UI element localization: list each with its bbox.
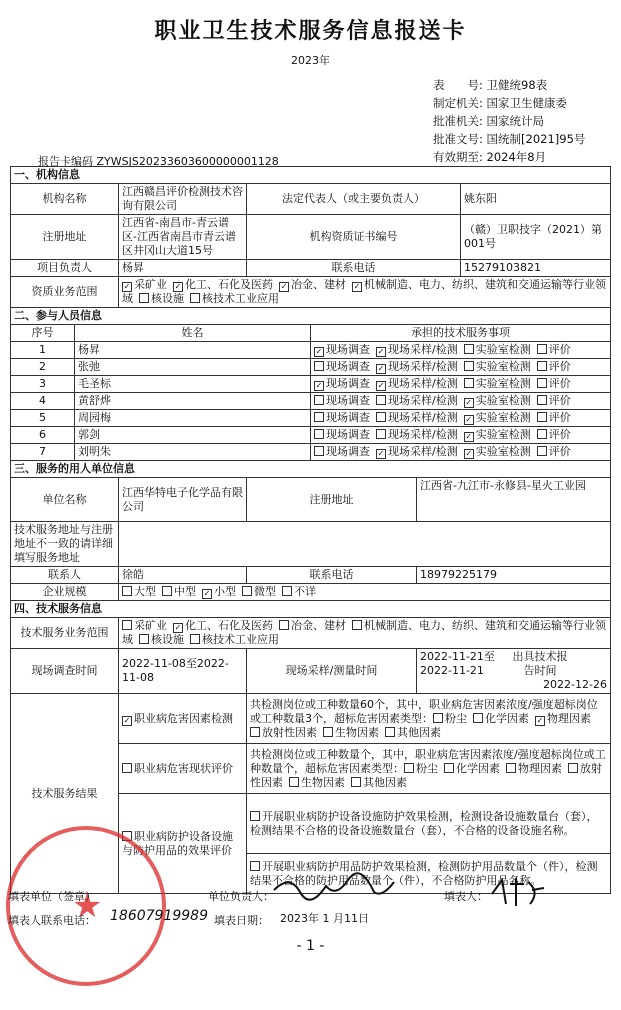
checkbox-option-label: 采矿业: [134, 278, 167, 291]
checkbox-option-label: 现场调查: [326, 428, 370, 441]
checkbox-option[interactable]: [122, 619, 167, 632]
person-row: [11, 393, 611, 410]
checkbox[interactable]: ✓: [174, 623, 182, 632]
person-tasks: [311, 342, 611, 359]
qual-scope-options: [119, 277, 611, 308]
checkbox[interactable]: ✓: [280, 282, 288, 291]
checkbox-option-label: 实验室检测: [475, 360, 531, 373]
checkbox-option-label: 化工、石化及医药: [185, 619, 273, 632]
checkbox[interactable]: [464, 344, 474, 354]
meta-line: 有效期至: 2024年8月: [433, 150, 547, 164]
checkbox-option-label: 化学因素: [456, 761, 500, 775]
checkbox-option-label: 评价: [548, 360, 571, 373]
checkbox-option[interactable]: [190, 292, 279, 305]
checkbox[interactable]: [314, 361, 324, 371]
result-1-checkbox[interactable]: ✓: [123, 715, 131, 725]
checkbox-option[interactable]: [162, 585, 196, 598]
checkbox-option[interactable]: [122, 278, 167, 291]
meta-line: 批准文号: 国统制[2021]95号: [433, 132, 586, 146]
checkbox-option[interactable]: [376, 394, 458, 407]
checkbox-option[interactable]: [535, 712, 591, 725]
checkbox-option-label: 现场采样/检测: [388, 360, 458, 373]
checkbox-option[interactable]: [464, 428, 531, 441]
result-text-content: 共检测岗位或工种数量60个，其中，职业病危害因素浓度/强度超标岗位或工种数量3个，超标危害因素类型：: [250, 697, 598, 725]
checkbox[interactable]: [314, 395, 324, 405]
checkbox-option[interactable]: [433, 712, 467, 725]
section-3-heading: 三、服务的用人单位信息: [11, 461, 611, 478]
result-3-text-checkbox[interactable]: [250, 811, 260, 821]
checkbox-option-label: 现场采样/检测: [388, 445, 458, 458]
checkbox-option[interactable]: [537, 411, 571, 424]
checkbox-option-label: 粉尘: [445, 711, 467, 725]
checkbox[interactable]: [473, 713, 483, 723]
checkbox[interactable]: ✓: [315, 347, 323, 356]
checkbox-option-label: 核设施: [151, 633, 184, 646]
result-2-label: 职业病危害现状评价: [134, 761, 233, 775]
checkbox[interactable]: ✓: [377, 381, 385, 390]
checkbox-option[interactable]: [464, 343, 531, 356]
checkbox-option-label: 现场调查: [326, 445, 370, 458]
checkbox-option-label: 化工、石化及医药: [185, 278, 273, 291]
person-no: 7: [11, 444, 75, 461]
checkbox-option-label: 实验室检测: [475, 343, 531, 356]
person-name: 杨昇: [75, 342, 311, 359]
checkbox-option-label: 评价: [548, 394, 571, 407]
checkbox[interactable]: [444, 763, 454, 773]
checkbox-option-label: 机械制造、电力、纺织、建筑和交通运输等行业领域: [122, 278, 606, 305]
person-tasks: [311, 444, 611, 461]
result-3-text-content: 开展职业病防护设备设施防护效果检测，检测设备设施数量台（套），检测结果不合格的设备设施数量台（套），不合格的设备设施名称。: [250, 809, 598, 837]
legal-rep-value: 姚东阳: [461, 184, 611, 215]
page-number: - 1 -: [296, 938, 325, 954]
checkbox[interactable]: [314, 429, 324, 439]
checkbox-option-label: 评价: [548, 445, 571, 458]
checkbox-option[interactable]: [537, 360, 571, 373]
checkbox-option[interactable]: [506, 762, 562, 775]
checkbox-option[interactable]: [537, 445, 571, 458]
checkbox-option[interactable]: [376, 428, 458, 441]
section-2-heading: 二、参与人员信息: [11, 308, 611, 325]
person-no: 5: [11, 410, 75, 427]
checkbox[interactable]: ✓: [174, 282, 182, 291]
checkbox-option[interactable]: [314, 360, 370, 373]
checkbox[interactable]: [537, 429, 547, 439]
results-label: 技术服务结果: [11, 694, 119, 894]
checkbox-option-label: 采矿业: [134, 619, 167, 632]
person-row: [11, 359, 611, 376]
checkbox-option-label: 实验室检测: [475, 394, 531, 407]
checkbox-option-label: 现场调查: [326, 394, 370, 407]
checkbox[interactable]: [279, 620, 289, 630]
checkbox-option[interactable]: [279, 619, 346, 632]
checkbox-option-label: 中型: [174, 585, 196, 598]
checkbox[interactable]: ✓: [353, 282, 361, 291]
checkbox[interactable]: [139, 293, 149, 303]
checkbox-option-label: 实验室检测: [475, 445, 531, 458]
checkbox[interactable]: [122, 586, 132, 596]
checkbox[interactable]: [376, 412, 386, 422]
checkbox-option[interactable]: [242, 585, 276, 598]
checkbox-option[interactable]: [314, 411, 370, 424]
checkbox-option-label: 现场采样/检测: [388, 394, 458, 407]
checkbox-option[interactable]: [537, 394, 571, 407]
checkbox-option[interactable]: [323, 726, 379, 739]
person-name: 毛圣标: [75, 376, 311, 393]
checkbox-option[interactable]: [464, 360, 531, 373]
checkbox[interactable]: [376, 429, 386, 439]
result-text-content: 共检测岗位或工种数量个，其中，职业病危害因素浓度/强度超标岗位或工种数量个，超标危害因素类型：: [250, 747, 606, 775]
checkbox[interactable]: [537, 446, 547, 456]
checkbox-option-label: 物理因素: [547, 711, 591, 725]
checkbox-option[interactable]: [173, 619, 273, 632]
checkbox-option-label: 机械制造、电力、纺织、建筑和交通运输等行业领域: [122, 619, 606, 646]
org-name-value: 江西赣昌评价检测技术咨询有限公司: [119, 184, 247, 215]
checkbox-option-label: 生物因素: [301, 775, 345, 789]
checkbox[interactable]: [537, 395, 547, 405]
red-seal-stamp: [6, 826, 166, 986]
org-addr-label: 注册地址: [11, 215, 119, 260]
meta-line: 制定机关: 国家卫生健康委: [433, 96, 568, 110]
checkbox-option-label: 其他因素: [397, 725, 441, 739]
checkbox[interactable]: [464, 378, 474, 388]
checkbox-option[interactable]: [314, 343, 370, 356]
service-addr-label: 技术服务地址与注册地址不一致的请详细填写服务地址: [11, 522, 119, 567]
checkbox[interactable]: ✓: [465, 432, 473, 441]
checkbox-option-label: 不详: [294, 585, 316, 598]
checkbox-option[interactable]: [314, 377, 370, 390]
person-name: 周园梅: [75, 410, 311, 427]
checkbox[interactable]: ✓: [465, 398, 473, 407]
checkbox-option-label: 大型: [134, 585, 156, 598]
checkbox-option-label: 其他因素: [363, 775, 407, 789]
checkbox-option[interactable]: [282, 585, 316, 598]
checkbox[interactable]: [537, 412, 547, 422]
org-addr-value: 江西省-南昌市-青云谱区-江西省南昌市青云谱区井冈山大道15号: [119, 215, 247, 260]
result-1-label-cell: [119, 694, 247, 744]
checkbox-option-label: 放射性因素: [262, 725, 317, 739]
checkbox[interactable]: [537, 361, 547, 371]
checkbox[interactable]: [376, 395, 386, 405]
person-row: [11, 376, 611, 393]
person-name: 郭剑: [75, 427, 311, 444]
checkbox-option[interactable]: [464, 394, 531, 407]
form-title: 职业卫生技术服务信息报送卡: [154, 18, 467, 44]
checkbox-option-label: 物理因素: [518, 761, 562, 775]
checkbox-option-label: 冶金、建材: [291, 619, 346, 632]
checkbox-option[interactable]: [385, 726, 441, 739]
checkbox-option-label: 评价: [548, 411, 571, 424]
checkbox[interactable]: ✓: [465, 449, 473, 458]
legal-rep-label: 法定代表人（或主要负责人）: [247, 184, 461, 215]
unit-addr-label: 注册地址: [247, 478, 417, 522]
checkbox-option[interactable]: [139, 292, 184, 305]
result-2-label-cell: [119, 744, 247, 794]
checkbox-option-label: 放射性因素: [250, 761, 602, 789]
checkbox-option-label: 现场采样/检测: [388, 428, 458, 441]
checkbox-option[interactable]: [464, 445, 531, 458]
person-no: 2: [11, 359, 75, 376]
checkbox[interactable]: ✓: [536, 715, 544, 725]
checkbox-option-label: 小型: [214, 585, 236, 598]
checkbox-option[interactable]: [376, 343, 458, 356]
checkbox-option[interactable]: [537, 343, 571, 356]
checkbox-option[interactable]: [464, 411, 531, 424]
section-1-heading: 一、机构信息: [11, 167, 611, 184]
unit-addr-value: 江西省-九江市-永修县-星火工业园: [417, 478, 611, 522]
survey-time-value: 2022-11-08至2022-11-08: [119, 649, 247, 694]
person-no: 4: [11, 393, 75, 410]
checkbox-option-label: 核设施: [151, 292, 184, 305]
survey-time-label: 现场调查时间: [11, 649, 119, 694]
checkbox[interactable]: [385, 727, 395, 737]
meta-line: 表 号: 卫健统98表: [433, 78, 548, 92]
person-name: 黄舒烨: [75, 393, 311, 410]
fill-date-label: 填表日期：: [214, 914, 269, 927]
person-no: 3: [11, 376, 75, 393]
unit-head-label: 单位负责人：: [208, 890, 274, 903]
checkbox-option[interactable]: [473, 712, 529, 725]
checkbox-option-label: 实验室检测: [475, 377, 531, 390]
person-row: [11, 410, 611, 427]
checkbox[interactable]: [289, 777, 299, 787]
checkbox-option-label: 核技术工业应用: [202, 292, 279, 305]
filler-phone-label: 填表人联系电话：: [8, 914, 96, 927]
checkbox-option-label: 评价: [548, 428, 571, 441]
report-code: 报告卡编码 ZYWSJS20233603600000001128: [38, 155, 279, 168]
person-row: [11, 427, 611, 444]
checkbox-option-label: 现场采样/检测: [388, 377, 458, 390]
unit-head-signature: [270, 868, 400, 908]
checkbox-option[interactable]: [314, 428, 370, 441]
checkbox[interactable]: ✓: [123, 282, 131, 291]
checkbox[interactable]: ✓: [203, 589, 211, 598]
checkbox[interactable]: ✓: [315, 381, 323, 390]
qual-scope-label: 资质业务范围: [11, 277, 119, 308]
checkbox[interactable]: [537, 378, 547, 388]
checkbox[interactable]: [190, 293, 200, 303]
unit-name-label: 单位名称: [11, 478, 119, 522]
company-size-label: 企业规模: [11, 584, 119, 601]
col-task-header: 承担的技术服务事项: [311, 325, 611, 342]
result-3-label: 职业病防护设备设施与防护用品的效果评价: [122, 829, 233, 857]
checkbox-option[interactable]: [139, 633, 184, 646]
checkbox-option-label: 核技术工业应用: [202, 633, 279, 646]
checkbox-option[interactable]: [376, 411, 458, 424]
person-row: [11, 444, 611, 461]
checkbox-option[interactable]: [444, 762, 500, 775]
checkbox[interactable]: ✓: [377, 449, 385, 458]
person-tasks: [311, 427, 611, 444]
service-scope-options: [119, 618, 611, 649]
checkbox[interactable]: [506, 763, 516, 773]
checkbox[interactable]: [162, 586, 172, 596]
result-4-text-content: 开展职业病防护用品防护效果检测，检测防护用品数量个（件），检测结果不合格的防护用品数量个（件），不合格防护用品名称。: [250, 859, 598, 887]
col-name-header: 姓名: [75, 325, 311, 342]
filler-person-label: 填表人：: [444, 890, 488, 903]
checkbox-option[interactable]: [314, 394, 370, 407]
checkbox-option-label: 评价: [548, 343, 571, 356]
checkbox-option-label: 现场调查: [326, 411, 370, 424]
checkbox-option[interactable]: [376, 360, 458, 373]
checkbox[interactable]: [464, 361, 474, 371]
unit-phone-value: 18979225179: [417, 567, 611, 584]
result-4-text-checkbox[interactable]: [250, 861, 260, 871]
person-tasks: [311, 359, 611, 376]
service-addr-value: [119, 522, 611, 567]
checkbox-option-label: 现场调查: [326, 360, 370, 373]
person-tasks: [311, 393, 611, 410]
checkbox-option-label: 现场采样/检测: [388, 411, 458, 424]
checkbox-option[interactable]: [279, 278, 346, 291]
checkbox-option-label: 生物因素: [335, 725, 379, 739]
checkbox-option-label: 现场调查: [326, 343, 370, 356]
pm-value: 杨昇: [119, 260, 247, 277]
checkbox-option[interactable]: [122, 585, 156, 598]
stamp-star-icon: ★: [72, 886, 103, 926]
checkbox-option[interactable]: [314, 445, 370, 458]
checkbox-option[interactable]: [464, 377, 531, 390]
service-scope-label: 技术服务业务范围: [11, 618, 119, 649]
checkbox[interactable]: [323, 727, 333, 737]
person-row: [11, 342, 611, 359]
meta-line: 批准机关: 国家统计局: [433, 114, 545, 128]
person-tasks: [311, 410, 611, 427]
sample-report-cell: [417, 649, 611, 694]
checkbox-option[interactable]: [173, 278, 273, 291]
org-name-label: 机构名称: [11, 184, 119, 215]
unit-name-value: 江西华特电子化学品有限公司: [119, 478, 247, 522]
checkbox[interactable]: ✓: [377, 364, 385, 373]
checkbox-option[interactable]: [351, 776, 407, 789]
checkbox[interactable]: [352, 620, 362, 630]
checkbox-option-label: 微型: [254, 585, 276, 598]
person-tasks: [311, 376, 611, 393]
person-no: 6: [11, 427, 75, 444]
checkbox[interactable]: [250, 727, 260, 737]
checkbox[interactable]: [433, 713, 443, 723]
checkbox[interactable]: [314, 412, 324, 422]
checkbox[interactable]: [190, 634, 200, 644]
checkbox-option-label: 现场调查: [326, 377, 370, 390]
checkbox[interactable]: [139, 634, 149, 644]
contact-label: 联系人: [11, 567, 119, 584]
fill-date-value: 2023年 1 月11日: [280, 912, 369, 925]
checkbox-option-label: 实验室检测: [475, 428, 531, 441]
checkbox-option[interactable]: [202, 585, 236, 598]
checkbox-option[interactable]: [190, 633, 279, 646]
checkbox[interactable]: [122, 620, 132, 630]
checkbox-option[interactable]: [376, 377, 458, 390]
checkbox-option-label: 粉尘: [416, 761, 438, 775]
cert-value: （赣）卫职技字（2021）第001号: [461, 215, 611, 260]
checkbox[interactable]: [242, 586, 252, 596]
checkbox[interactable]: ✓: [377, 347, 385, 356]
checkbox-option[interactable]: [289, 776, 345, 789]
person-no: 1: [11, 342, 75, 359]
checkbox-option[interactable]: [376, 445, 458, 458]
checkbox[interactable]: [282, 586, 292, 596]
result-2-text: [247, 744, 611, 794]
checkbox[interactable]: [314, 446, 324, 456]
sample-time-value: 2022-11-21至2022-11-21: [420, 650, 495, 677]
checkbox[interactable]: ✓: [465, 415, 473, 424]
checkbox-option-label: 冶金、建材: [291, 278, 346, 291]
checkbox-option-label: 实验室检测: [475, 411, 531, 424]
checkbox-option[interactable]: [537, 428, 571, 441]
result-1-text: [247, 694, 611, 744]
result-1-label: 职业病危害因素检测: [134, 711, 233, 725]
form-year: 2023年: [291, 54, 330, 67]
checkbox[interactable]: [404, 763, 414, 773]
col-no-header: 序号: [11, 325, 75, 342]
checkbox-option[interactable]: [404, 762, 438, 775]
pm-label: 项目负责人: [11, 260, 119, 277]
checkbox[interactable]: [537, 344, 547, 354]
checkbox-option-label: 现场采样/检测: [388, 343, 458, 356]
org-phone-value: 15279103821: [461, 260, 611, 277]
checkbox[interactable]: [351, 777, 361, 787]
org-phone-label: 联系电话: [247, 260, 461, 277]
checkbox-option[interactable]: [250, 726, 317, 739]
filler-person-signature: [488, 874, 548, 910]
unit-phone-label: 联系电话: [247, 567, 417, 584]
sample-time-label: 现场采样/测量时间: [247, 649, 417, 694]
contact-value: 徐皓: [119, 567, 247, 584]
result-2-checkbox[interactable]: [122, 763, 132, 773]
person-name: 张弛: [75, 359, 311, 376]
filler-phone-value: 18607919989: [110, 908, 208, 924]
result-3-text: [247, 794, 611, 854]
checkbox-option-label: 评价: [548, 377, 571, 390]
section-4-heading: 四、技术服务信息: [11, 601, 611, 618]
company-size-options: [119, 584, 611, 601]
checkbox[interactable]: [568, 763, 578, 773]
checkbox-option[interactable]: [537, 377, 571, 390]
cert-label: 机构资质证书编号: [247, 215, 461, 260]
report-time-value: 2022-12-26: [543, 678, 607, 691]
info-form: [10, 166, 611, 894]
form-meta: [433, 76, 585, 166]
checkbox-option-label: 化学因素: [485, 711, 529, 725]
report-time-label: 出具技术报告时间: [512, 650, 568, 677]
filler-unit-label: 填表单位（签章）: [8, 890, 96, 903]
person-name: 刘明朱: [75, 444, 311, 461]
